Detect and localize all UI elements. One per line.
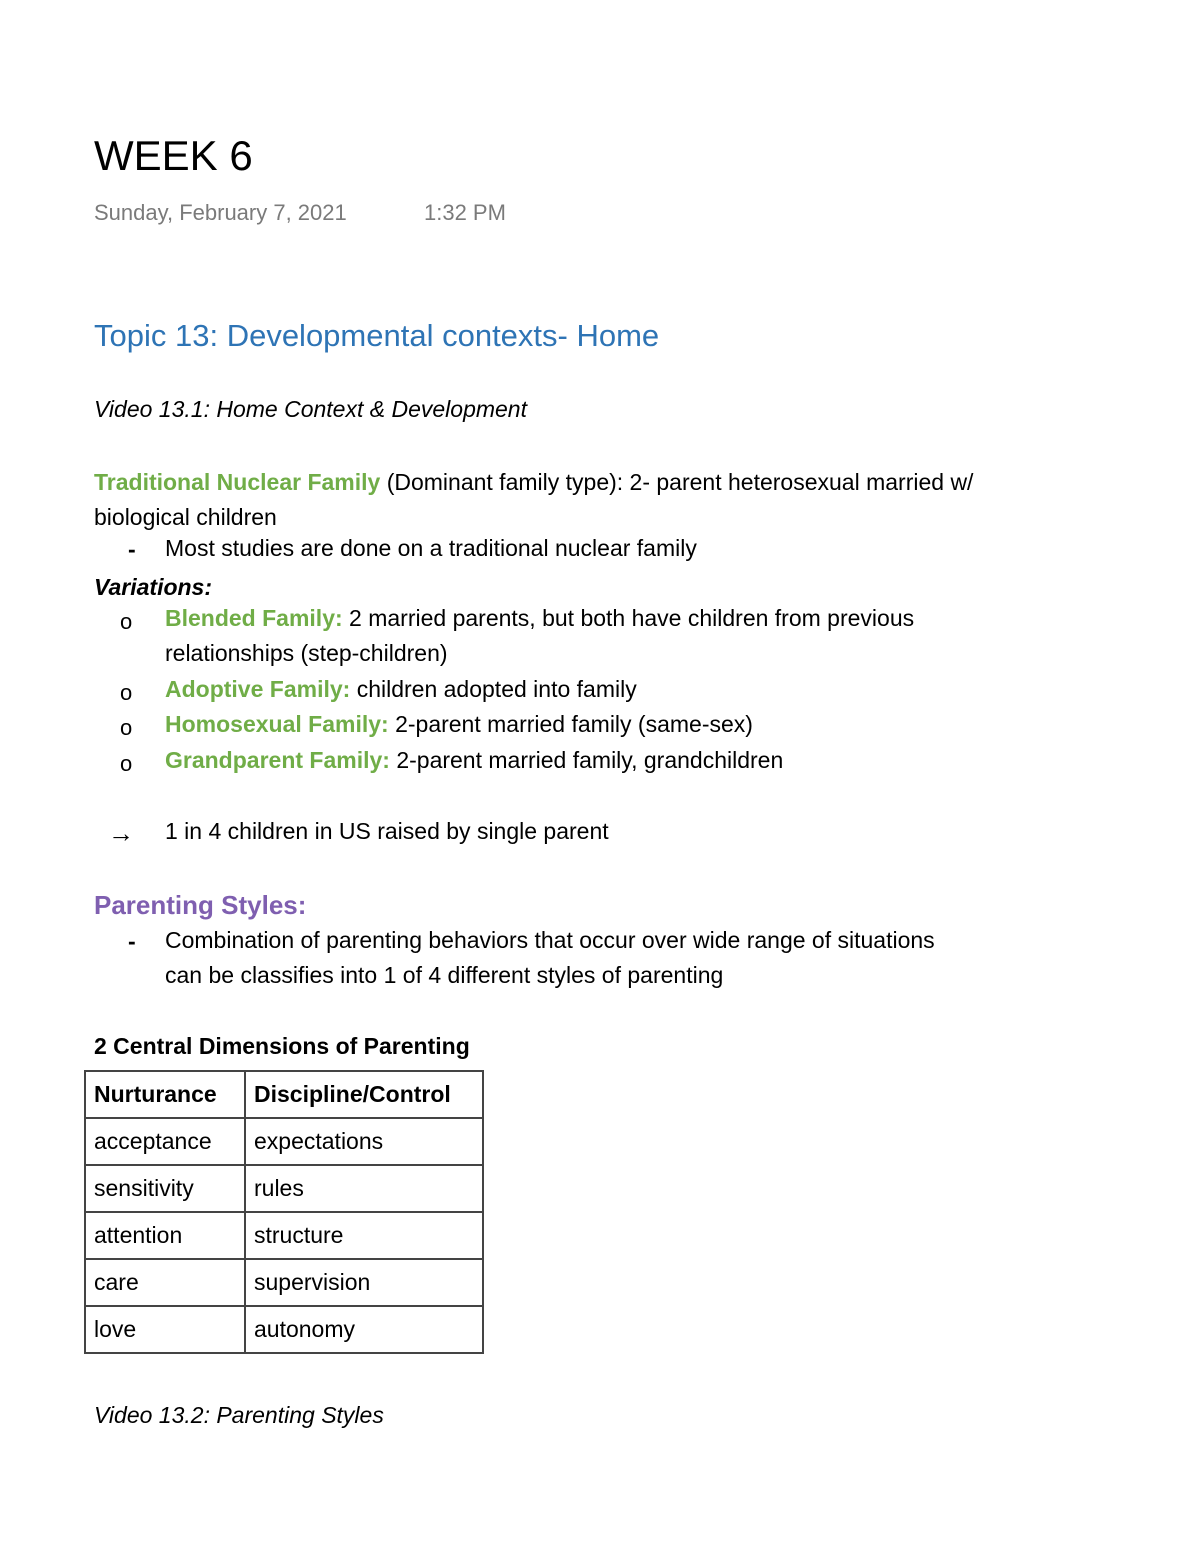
variation-grandparent xyxy=(165,747,783,774)
variation-blended xyxy=(165,605,914,632)
table-cell: care xyxy=(85,1259,245,1306)
variation-description: 2 married parents, but both have children from previous xyxy=(342,605,915,631)
table-header-cell: Discipline/Control xyxy=(245,1071,483,1118)
dash-bullet: - xyxy=(128,536,136,562)
parenting-styles-line-1: Combination of parenting behaviors that occur over wide range of situations xyxy=(165,927,935,953)
note-date: Sunday, February 7, 2021 xyxy=(94,200,347,225)
variation-description: 2-parent married family (same-sex) xyxy=(388,711,753,737)
table-row xyxy=(85,1165,483,1212)
variation-blended-continued: relationships (step-children) xyxy=(165,640,448,666)
nuclear-family-line-1 xyxy=(94,465,973,500)
table-cell: love xyxy=(85,1306,245,1353)
table-row xyxy=(85,1118,483,1165)
nuclear-family-note: Most studies are done on a traditional nuclear family xyxy=(165,535,697,561)
table-row xyxy=(85,1259,483,1306)
table-cell: acceptance xyxy=(85,1118,245,1165)
variation-homosexual xyxy=(165,711,753,738)
topic-heading: Topic 13: Developmental contexts- Home xyxy=(94,318,660,353)
nuclear-family-definition: (Dominant family type): 2- parent heterosexual married w/ xyxy=(380,469,974,495)
single-parent-statistic: 1 in 4 children in US raised by single parent xyxy=(165,818,609,844)
list-bullet: o xyxy=(120,680,133,705)
table-header-row xyxy=(85,1071,483,1118)
table-row xyxy=(85,1212,483,1259)
table-cell: attention xyxy=(85,1212,245,1259)
variation-term: Adoptive Family: xyxy=(165,676,351,702)
table-cell: sensitivity xyxy=(85,1165,245,1212)
note-time: 1:32 PM xyxy=(424,200,506,225)
table-cell: supervision xyxy=(245,1259,483,1306)
parenting-styles-heading: Parenting Styles: xyxy=(94,890,307,920)
table-cell: autonomy xyxy=(245,1306,483,1353)
parenting-dimensions-table xyxy=(84,1070,484,1354)
dimensions-heading: 2 Central Dimensions of Parenting xyxy=(94,1033,470,1059)
variation-adoptive xyxy=(165,676,637,703)
variation-description: children adopted into family xyxy=(350,676,637,702)
video-heading-1: Video 13.1: Home Context & Development xyxy=(94,396,527,422)
list-bullet: o xyxy=(120,751,133,776)
nuclear-family-line-2: biological children xyxy=(94,504,277,530)
video-heading-2: Video 13.2: Parenting Styles xyxy=(94,1402,384,1428)
dash-bullet: - xyxy=(128,928,136,954)
variation-description: 2-parent married family, grandchildren xyxy=(389,747,784,773)
list-bullet: o xyxy=(120,609,133,634)
arrow-icon: → xyxy=(108,818,134,848)
table-cell: expectations xyxy=(245,1118,483,1165)
variations-label: Variations: xyxy=(94,574,213,600)
page-title: WEEK 6 xyxy=(94,132,253,179)
variation-term: Homosexual Family: xyxy=(165,711,389,737)
nuclear-family-term: Traditional Nuclear Family xyxy=(94,469,381,495)
table-header-cell: Nurturance xyxy=(85,1071,245,1118)
parenting-styles-line-2: can be classifies into 1 of 4 different styles of parenting xyxy=(165,962,724,988)
variation-term: Blended Family: xyxy=(165,605,343,631)
variation-term: Grandparent Family: xyxy=(165,747,390,773)
list-bullet: o xyxy=(120,715,133,740)
table-row xyxy=(85,1306,483,1353)
table-cell: structure xyxy=(245,1212,483,1259)
table-cell: rules xyxy=(245,1165,483,1212)
